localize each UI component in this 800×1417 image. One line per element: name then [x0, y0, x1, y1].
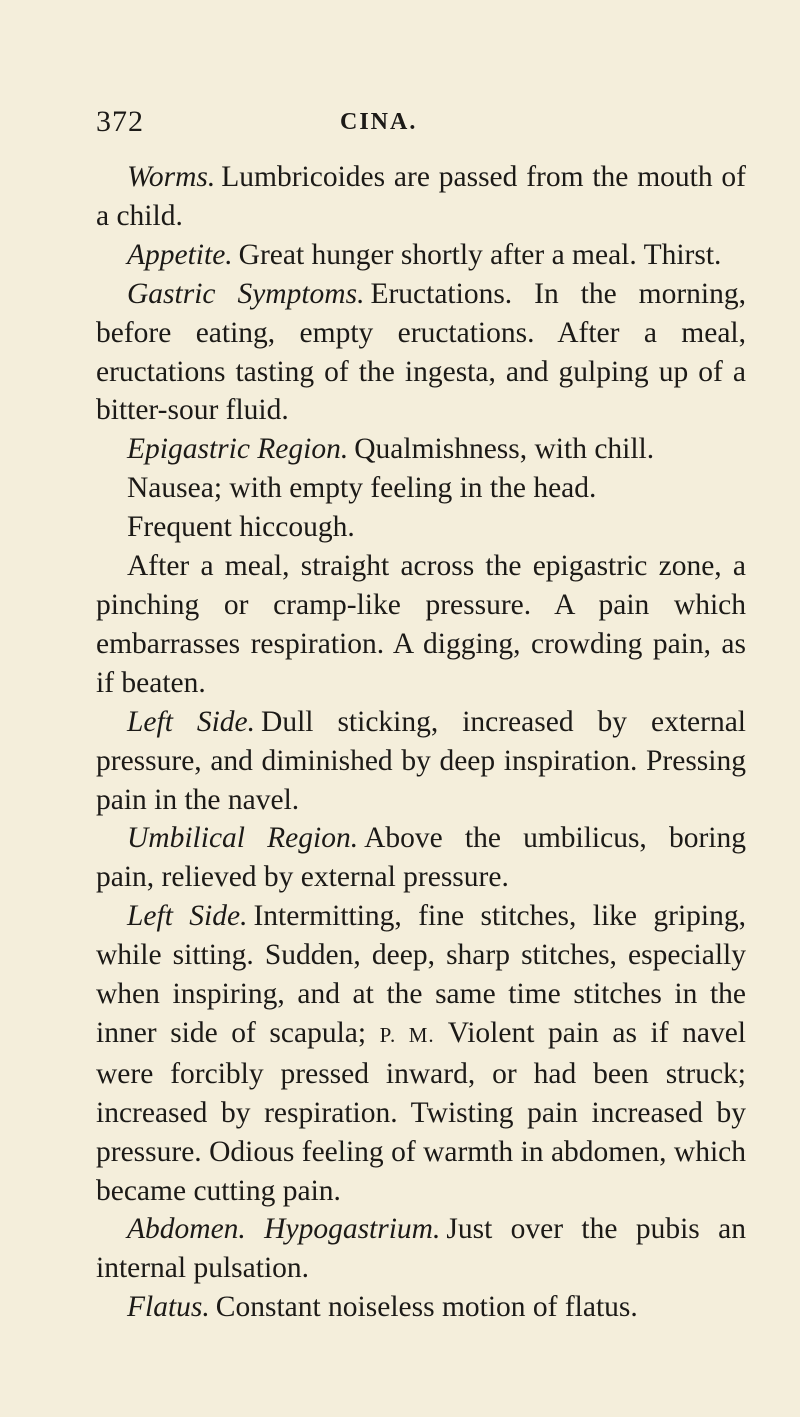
paragraph-abdomen: [96, 1210, 746, 1288]
paragraph-left-side-2: [96, 897, 746, 1210]
body-text: [96, 158, 746, 1327]
section-heading: Left Side.: [127, 900, 248, 933]
paragraph-text: Just over the pubis an internal pulsation.: [96, 1213, 746, 1285]
paragraph-text: Constant noiseless motion of flatus.: [215, 1291, 638, 1324]
paragraph-text: Dull sticking, increased by external pressure, and diminished by deep inspiration. Pressing pain in the navel.: [96, 705, 746, 816]
paragraph-text: Qualmishness, with chill.: [354, 433, 655, 466]
paragraph-nausea: [96, 469, 746, 508]
section-heading: Abdomen. Hypogastrium.: [127, 1213, 441, 1246]
paragraph-text: Violent pain as if navel were forcibly pressed inward, or had been struck; increased by respiration. Twisting pain increased by pressure. Odious feeling of warmth in abdomen, which became cutting pain.: [96, 1016, 746, 1207]
section-heading: Epigastric Region.: [127, 433, 349, 466]
paragraph-appetite: [96, 236, 746, 275]
paragraph-text: Frequent hiccough.: [127, 511, 355, 544]
paragraph-worms: [96, 158, 746, 236]
paragraph-flatus: [96, 1288, 746, 1327]
paragraph-umbilical-region: [96, 819, 746, 897]
paragraph-gastric-symptoms: [96, 275, 746, 431]
paragraph-left-side-1: [96, 703, 746, 820]
section-heading: Umbilical Region.: [127, 822, 359, 855]
paragraph-text: Lumbricoides are passed from the mouth of a child.: [96, 161, 746, 232]
section-heading: Appetite.: [127, 238, 233, 271]
section-heading: Gastric Symptoms.: [127, 277, 365, 310]
time-abbreviation: P. M.: [379, 1022, 435, 1047]
paragraph-text: Eructations. In the morning, before eating, empty eructations. After a meal, eructations tasting of the ingesta, and gulping up of a bitter-sour fluid.: [96, 277, 746, 427]
paragraph-after-meal: [96, 547, 746, 703]
paragraph-hiccough: [96, 508, 746, 547]
section-heading: Worms.: [127, 161, 216, 193]
paragraph-epigastric-region: [96, 430, 746, 469]
paragraph-text: Above the umbilicus, boring pain, relieved by external pressure.: [96, 822, 746, 894]
page-number: 372: [96, 105, 144, 138]
paragraph-text: Nausea; with empty feeling in the head.: [127, 472, 597, 505]
section-heading: Flatus.: [127, 1291, 210, 1324]
paragraph-text: Great hunger shortly after a meal. Thirst.: [238, 238, 722, 271]
paragraph-text: After a meal, straight across the epigastric zone, a pinching or cramp-like pressure. A pain which embarrasses respiration. A digging, crowding pain, as if beaten.: [96, 550, 746, 699]
running-title: CINA.: [340, 109, 418, 135]
paragraph-text: Intermitting, fine stitches, like griping, while sitting. Sudden, deep, sharp stitches, especially when inspiring, and at the same time stitches in the inner side of scapula;: [96, 900, 747, 1049]
section-heading: Left Side.: [127, 705, 256, 738]
